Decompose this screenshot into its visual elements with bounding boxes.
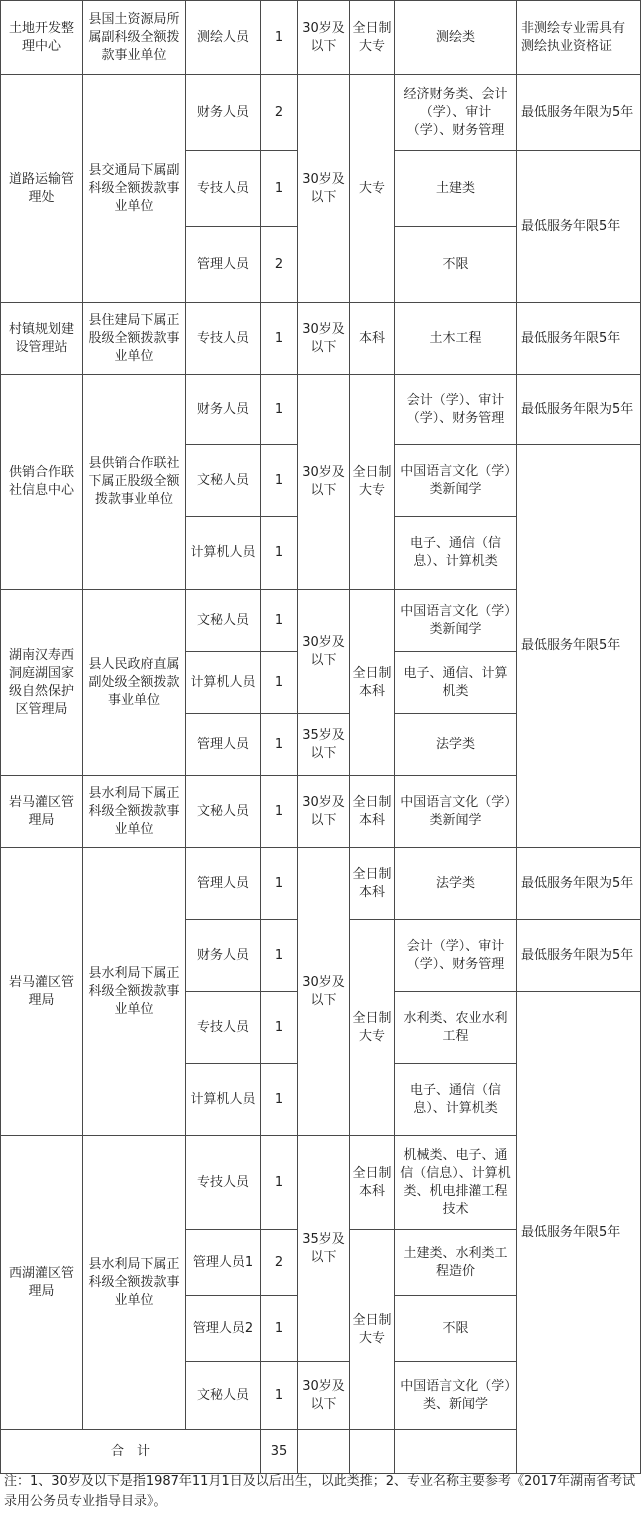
position-cell: 管理人员1 bbox=[186, 1230, 261, 1296]
education-cell: 全日制本科 bbox=[350, 1136, 395, 1230]
major-cell: 不限 bbox=[395, 1296, 517, 1362]
count-cell: 2 bbox=[261, 1230, 298, 1296]
total-count: 35 bbox=[261, 1430, 298, 1474]
count-cell: 1 bbox=[261, 920, 298, 992]
count-cell: 1 bbox=[261, 1, 298, 75]
age-cell: 35岁及以下 bbox=[298, 714, 350, 776]
education-cell: 全日制大专 bbox=[350, 1, 395, 75]
position-cell: 专技人员 bbox=[186, 151, 261, 227]
position-cell: 文秘人员 bbox=[186, 590, 261, 652]
major-cell: 土建类、水利类工程造价 bbox=[395, 1230, 517, 1296]
count-cell: 1 bbox=[261, 652, 298, 714]
count-cell: 1 bbox=[261, 445, 298, 517]
other-requirement-cell: 非测绘专业需具有测绘执业资格证 bbox=[517, 1, 641, 75]
unit-name-cell: 岩马灌区管理局 bbox=[1, 848, 83, 1136]
major-cell: 土木工程 bbox=[395, 303, 517, 375]
unit-name-cell: 湖南汉寿西洞庭湖国家级自然保护区管理局 bbox=[1, 590, 83, 776]
position-cell: 财务人员 bbox=[186, 920, 261, 992]
table-row bbox=[1, 303, 641, 375]
count-cell: 1 bbox=[261, 517, 298, 590]
education-cell: 大专 bbox=[350, 75, 395, 303]
unit-name-cell: 岩马灌区管理局 bbox=[1, 776, 83, 848]
major-cell: 中国语言文化（学）类新闻学 bbox=[395, 590, 517, 652]
other-requirement-cell: 最低服务年限为5年 bbox=[517, 848, 641, 920]
education-cell: 全日制本科 bbox=[350, 848, 395, 920]
total-empty-cell bbox=[395, 1430, 517, 1474]
major-cell: 机械类、电子、通信（信息）、计算机类、机电排灌工程技术 bbox=[395, 1136, 517, 1230]
position-cell: 管理人员 bbox=[186, 714, 261, 776]
table-row bbox=[1, 1, 641, 75]
position-cell: 管理人员2 bbox=[186, 1296, 261, 1362]
major-cell: 经济财务类、会计（学）、审计（学）、财务管理 bbox=[395, 75, 517, 151]
major-cell: 会计（学）、审计（学）、财务管理 bbox=[395, 920, 517, 992]
unit-name-cell: 西湖灌区管理局 bbox=[1, 1136, 83, 1430]
other-requirement-cell: 最低服务年限5年 bbox=[517, 151, 641, 303]
table-row bbox=[1, 848, 641, 920]
table-row bbox=[1, 75, 641, 151]
unit-nature-cell: 县交通局下属副科级全额拨款事业单位 bbox=[83, 75, 186, 303]
position-cell: 管理人员 bbox=[186, 848, 261, 920]
age-cell: 30岁及以下 bbox=[298, 1362, 350, 1430]
unit-nature-cell: 县人民政府直属副处级全额拨款事业单位 bbox=[83, 590, 186, 776]
count-cell: 2 bbox=[261, 227, 298, 303]
age-cell: 30岁及以下 bbox=[298, 1, 350, 75]
major-cell: 电子、通信（信息）、计算机类 bbox=[395, 517, 517, 590]
table-row bbox=[1, 375, 641, 445]
other-requirement-cell: 最低服务年限为5年 bbox=[517, 75, 641, 151]
position-cell: 专技人员 bbox=[186, 992, 261, 1064]
unit-nature-cell: 县水利局下属正科级全额拨款事业单位 bbox=[83, 848, 186, 1136]
education-cell: 本科 bbox=[350, 303, 395, 375]
unit-nature-cell: 县住建局下属正股级全额拨款事业单位 bbox=[83, 303, 186, 375]
major-cell: 中国语言文化（学）类新闻学 bbox=[395, 445, 517, 517]
count-cell: 2 bbox=[261, 75, 298, 151]
unit-name-cell: 道路运输管理处 bbox=[1, 75, 83, 303]
count-cell: 1 bbox=[261, 848, 298, 920]
education-cell: 全日制本科 bbox=[350, 590, 395, 776]
footnote: 注：1、30岁及以下是指1987年11月1日及以后出生，以此类推；2、专业名称主要参考《2017年湖南省考试录用公务员专业指导目录》。 bbox=[4, 1474, 636, 1509]
position-cell: 管理人员 bbox=[186, 227, 261, 303]
age-cell: 30岁及以下 bbox=[298, 303, 350, 375]
total-empty-cell bbox=[298, 1430, 350, 1474]
count-cell: 1 bbox=[261, 776, 298, 848]
count-cell: 1 bbox=[261, 590, 298, 652]
other-requirement-cell: 最低服务年限5年 bbox=[517, 445, 641, 848]
unit-nature-cell: 县供销合作联社下属正股级全额拨款事业单位 bbox=[83, 375, 186, 590]
position-cell: 测绘人员 bbox=[186, 1, 261, 75]
unit-name-cell: 土地开发整理中心 bbox=[1, 1, 83, 75]
age-cell: 30岁及以下 bbox=[298, 776, 350, 848]
unit-nature-cell: 县国土资源局所属副科级全额拨款事业单位 bbox=[83, 1, 186, 75]
education-cell: 全日制大专 bbox=[350, 1230, 395, 1430]
age-cell: 35岁及以下 bbox=[298, 1136, 350, 1362]
position-cell: 文秘人员 bbox=[186, 776, 261, 848]
other-requirement-cell: 最低服务年限为5年 bbox=[517, 920, 641, 992]
position-cell: 计算机人员 bbox=[186, 652, 261, 714]
count-cell: 1 bbox=[261, 375, 298, 445]
education-cell: 全日制大专 bbox=[350, 920, 395, 1136]
position-cell: 财务人员 bbox=[186, 375, 261, 445]
age-cell: 30岁及以下 bbox=[298, 848, 350, 1136]
position-cell: 专技人员 bbox=[186, 303, 261, 375]
major-cell: 中国语言文化（学）类、新闻学 bbox=[395, 1362, 517, 1430]
position-cell: 专技人员 bbox=[186, 1136, 261, 1230]
position-cell: 文秘人员 bbox=[186, 445, 261, 517]
major-cell: 电子、通信（信息）、计算机类 bbox=[395, 1064, 517, 1136]
major-cell: 电子、通信、计算机类 bbox=[395, 652, 517, 714]
unit-nature-cell: 县水利局下属正科级全额拨款事业单位 bbox=[83, 1136, 186, 1430]
total-label: 合 计 bbox=[1, 1430, 261, 1474]
major-cell: 中国语言文化（学）类新闻学 bbox=[395, 776, 517, 848]
total-empty-cell bbox=[350, 1430, 395, 1474]
major-cell: 法学类 bbox=[395, 714, 517, 776]
count-cell: 1 bbox=[261, 992, 298, 1064]
age-cell: 30岁及以下 bbox=[298, 375, 350, 590]
position-cell: 文秘人员 bbox=[186, 1362, 261, 1430]
other-requirement-cell: 最低服务年限为5年 bbox=[517, 375, 641, 445]
position-cell: 计算机人员 bbox=[186, 1064, 261, 1136]
education-cell: 全日制大专 bbox=[350, 375, 395, 590]
age-cell: 30岁及以下 bbox=[298, 590, 350, 714]
age-cell: 30岁及以下 bbox=[298, 75, 350, 303]
unit-name-cell: 村镇规划建设管理站 bbox=[1, 303, 83, 375]
count-cell: 1 bbox=[261, 1064, 298, 1136]
count-cell: 1 bbox=[261, 714, 298, 776]
count-cell: 1 bbox=[261, 303, 298, 375]
major-cell: 水利类、农业水利工程 bbox=[395, 992, 517, 1064]
other-requirement-cell: 最低服务年限5年 bbox=[517, 303, 641, 375]
count-cell: 1 bbox=[261, 1296, 298, 1362]
count-cell: 1 bbox=[261, 1362, 298, 1430]
major-cell: 测绘类 bbox=[395, 1, 517, 75]
major-cell: 土建类 bbox=[395, 151, 517, 227]
unit-nature-cell: 县水利局下属正科级全额拨款事业单位 bbox=[83, 776, 186, 848]
other-requirement-cell: 最低服务年限5年 bbox=[517, 992, 641, 1474]
major-cell: 会计（学）、审计（学）、财务管理 bbox=[395, 375, 517, 445]
major-cell: 法学类 bbox=[395, 848, 517, 920]
count-cell: 1 bbox=[261, 1136, 298, 1230]
count-cell: 1 bbox=[261, 151, 298, 227]
position-cell: 财务人员 bbox=[186, 75, 261, 151]
position-cell: 计算机人员 bbox=[186, 517, 261, 590]
education-cell: 全日制本科 bbox=[350, 776, 395, 848]
major-cell: 不限 bbox=[395, 227, 517, 303]
unit-name-cell: 供销合作联社信息中心 bbox=[1, 375, 83, 590]
